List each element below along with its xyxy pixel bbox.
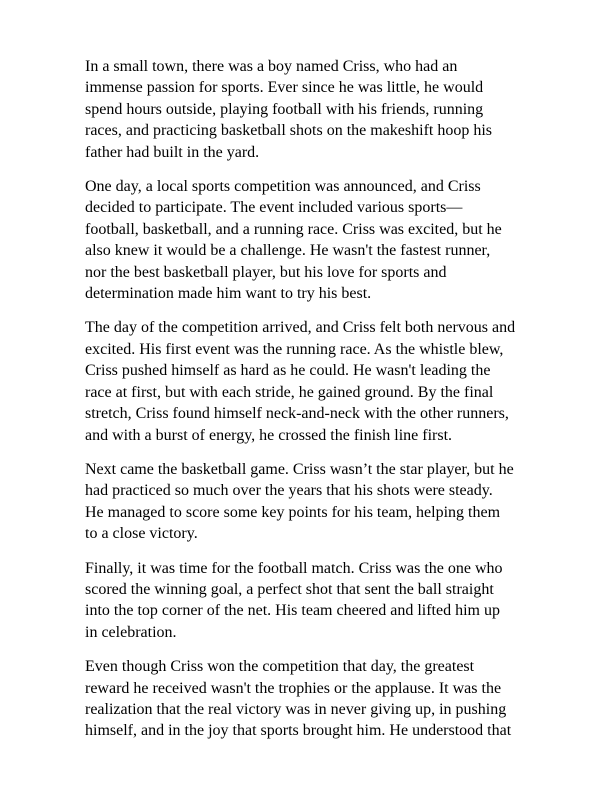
text-line: in celebration. — [85, 623, 177, 641]
paragraph-1 — [85, 56, 577, 163]
text-line: Even though Criss won the competition that day, the greatest — [85, 658, 475, 676]
text-line: He managed to score some key points for his team, helping them — [85, 503, 501, 521]
paragraph-4 — [85, 459, 577, 545]
text-line: nor the best basketball player, but his love for sports and — [85, 263, 447, 281]
text-line: also knew it would be a challenge. He wasn't the fastest runner, — [85, 242, 491, 260]
text-line: spend hours outside, playing football with his friends, running — [85, 100, 484, 118]
paragraph-2 — [85, 176, 577, 304]
text-line: One day, a local sports competition was announced, and Criss — [85, 178, 481, 196]
text-line: had practiced so much over the years that his shots were steady. — [85, 482, 493, 500]
text-line: into the top corner of the net. His team cheered and lifted him up — [85, 602, 500, 620]
text-line: realization that the real victory was in never giving up, in pushing — [85, 700, 507, 718]
text-line: race at first, but with each stride, he gained ground. By the final — [85, 383, 494, 401]
text-line: stretch, Criss found himself neck-and-neck with the other runners, — [85, 405, 509, 423]
text-line: The day of the competition arrived, and Criss felt both nervous and — [85, 319, 516, 337]
text-line: and with a burst of energy, he crossed the finish line first. — [85, 426, 453, 444]
text-line: races, and practicing basketball shots on the makeshift hoop his — [85, 122, 493, 140]
text-line: determination made him want to try his best. — [85, 285, 372, 303]
text-line: football, basketball, and a running race. Criss was excited, but he — [85, 220, 502, 238]
paragraph-3 — [85, 317, 577, 445]
document-body — [85, 56, 577, 755]
text-line: father had built in the yard. — [85, 143, 260, 161]
text-line: Next came the basketball game. Criss wasn’t the star player, but he — [85, 460, 514, 478]
text-line: In a small town, there was a boy named Criss, who had an — [85, 58, 458, 75]
paragraph-5 — [85, 558, 577, 644]
text-line: Finally, it was time for the football match. Criss was the one who — [85, 559, 503, 577]
text-line: scored the winning goal, a perfect shot that sent the ball straight — [85, 580, 494, 598]
text-line: excited. His first event was the running race. As the whistle blew, — [85, 340, 504, 358]
text-line: decided to participate. The event included various sports— — [85, 199, 463, 217]
text-line: reward he received wasn't the trophies or the applause. It was the — [85, 679, 502, 697]
text-line: himself, and in the joy that sports brought him. He understood that — [85, 722, 512, 740]
paragraph-6 — [85, 656, 577, 742]
text-line: Criss pushed himself as hard as he could. He wasn't leading the — [85, 362, 491, 380]
text-line: immense passion for sports. Ever since he was little, he would — [85, 79, 484, 97]
text-line: to a close victory. — [85, 525, 198, 543]
